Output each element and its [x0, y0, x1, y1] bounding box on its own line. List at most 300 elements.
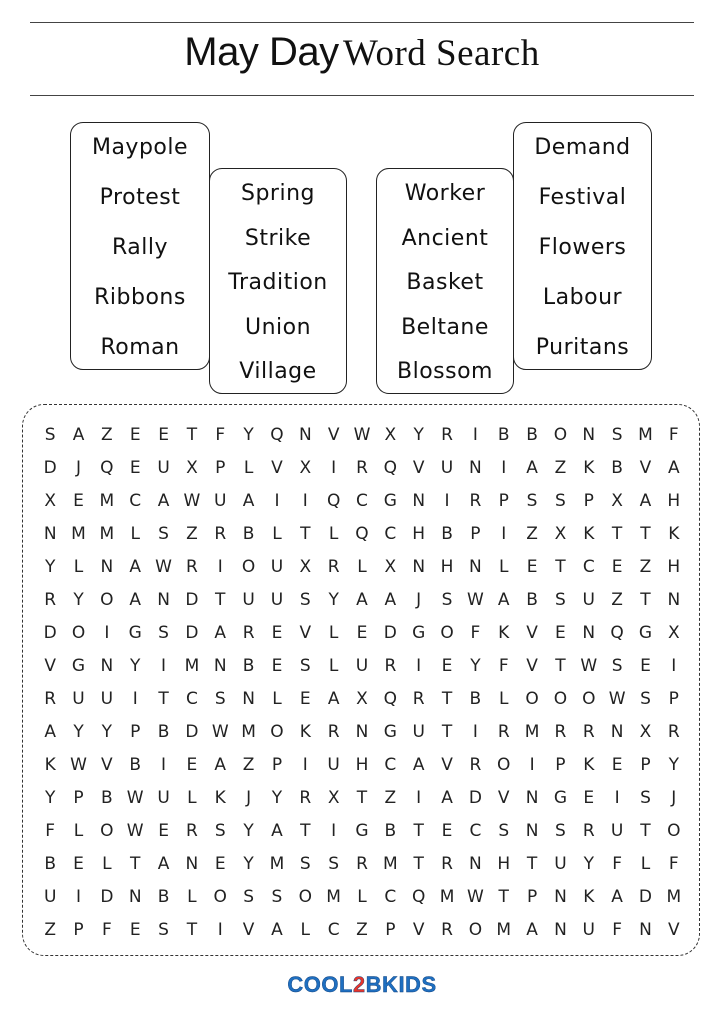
grid-letter[interactable]: D	[43, 457, 57, 478]
grid-letter[interactable]: D	[468, 787, 482, 808]
grid-letter[interactable]: Z	[356, 919, 368, 940]
grid-letter[interactable]: C	[384, 523, 397, 544]
grid-letter[interactable]: S	[243, 886, 254, 907]
grid-letter[interactable]: L	[357, 556, 367, 577]
grid-letter[interactable]: W	[466, 886, 484, 907]
grid-letter[interactable]: B	[157, 721, 170, 742]
grid-letter[interactable]: Y	[668, 754, 679, 775]
grid-letter[interactable]: S	[611, 424, 623, 445]
grid-letter[interactable]: M	[439, 886, 455, 907]
grid-letter[interactable]: I	[671, 655, 677, 676]
grid-letter[interactable]: R	[327, 721, 340, 742]
grid-letter[interactable]: I	[302, 490, 308, 511]
grid-letter[interactable]: H	[412, 523, 426, 544]
grid-letter[interactable]: M	[71, 523, 86, 544]
grid-letter[interactable]: E	[583, 787, 595, 808]
grid-letter[interactable]: K	[214, 787, 226, 808]
grid-letter[interactable]: T	[186, 919, 198, 940]
grid-letter[interactable]: N	[554, 919, 567, 940]
grid-letter[interactable]: L	[102, 853, 112, 874]
grid-letter[interactable]: A	[129, 556, 142, 577]
grid-letter[interactable]: U	[412, 721, 425, 742]
grid-letter[interactable]: A	[129, 589, 142, 610]
grid-letter[interactable]: S	[640, 787, 651, 808]
grid-letter[interactable]: L	[328, 622, 339, 643]
grid-letter[interactable]: D	[43, 622, 57, 643]
grid-letter[interactable]: W	[183, 490, 201, 511]
grid-letter[interactable]: B	[526, 589, 538, 610]
grid-letter[interactable]: U	[582, 919, 595, 940]
grid-letter[interactable]: R	[582, 820, 595, 841]
grid-letter[interactable]: S	[611, 655, 623, 676]
grid-letter[interactable]: C	[384, 886, 397, 907]
grid-letter[interactable]: A	[441, 787, 453, 808]
grid-letter[interactable]: L	[357, 886, 367, 907]
grid-letter[interactable]: O	[213, 886, 227, 907]
grid-letter[interactable]: C	[384, 754, 397, 775]
grid-letter[interactable]: S	[555, 820, 566, 841]
grid-letter[interactable]: B	[497, 424, 510, 445]
grid-letter[interactable]: U	[43, 886, 57, 907]
grid-letter[interactable]: M	[184, 655, 200, 676]
grid-letter[interactable]: N	[412, 556, 426, 577]
grid-letter[interactable]: T	[413, 853, 424, 874]
grid-letter[interactable]: J	[671, 787, 677, 808]
grid-letter[interactable]: T	[640, 820, 651, 841]
grid-letter[interactable]: K	[668, 523, 680, 544]
grid-letter[interactable]: V	[497, 787, 510, 808]
grid-letter[interactable]: Z	[611, 589, 623, 610]
grid-letter[interactable]: S	[555, 490, 566, 511]
grid-letter[interactable]: X	[299, 457, 312, 478]
grid-letter[interactable]: E	[214, 853, 226, 874]
grid-letter[interactable]: O	[553, 424, 568, 445]
grid-letter[interactable]: R	[186, 556, 198, 577]
grid-letter[interactable]: H	[667, 490, 681, 511]
grid-letter[interactable]: D	[185, 721, 199, 742]
grid-letter[interactable]: K	[583, 754, 595, 775]
grid-letter[interactable]: Y	[101, 721, 113, 742]
grid-letter[interactable]: F	[215, 424, 226, 445]
grid-letter[interactable]: G	[355, 820, 369, 841]
grid-letter[interactable]: P	[668, 688, 679, 709]
grid-letter[interactable]: I	[274, 490, 280, 511]
grid-letter[interactable]: L	[187, 787, 197, 808]
grid-letter[interactable]: U	[270, 556, 284, 577]
grid-letter[interactable]: D	[185, 589, 199, 610]
grid-letter[interactable]: T	[441, 721, 453, 742]
grid-letter[interactable]: A	[412, 754, 425, 775]
grid-letter[interactable]: C	[129, 490, 142, 511]
grid-letter[interactable]: V	[271, 457, 283, 478]
grid-letter[interactable]: H	[497, 853, 511, 874]
grid-letter[interactable]: P	[526, 886, 538, 907]
grid-letter[interactable]: M	[666, 886, 682, 907]
grid-letter[interactable]: I	[416, 787, 422, 808]
grid-letter[interactable]: X	[327, 787, 340, 808]
grid-letter[interactable]: G	[383, 721, 397, 742]
grid-letter[interactable]: N	[582, 622, 596, 643]
grid-letter[interactable]: Z	[526, 523, 538, 544]
grid-letter[interactable]: I	[529, 754, 535, 775]
grid-letter[interactable]: A	[214, 754, 227, 775]
grid-letter[interactable]: M	[496, 919, 512, 940]
grid-letter[interactable]: G	[553, 787, 568, 808]
grid-letter[interactable]: F	[668, 853, 679, 874]
grid-letter[interactable]: R	[469, 754, 482, 775]
grid-letter[interactable]: B	[611, 457, 623, 478]
grid-letter[interactable]: I	[472, 721, 478, 742]
grid-letter[interactable]: X	[356, 688, 368, 709]
grid-letter[interactable]: M	[524, 721, 540, 742]
grid-letter[interactable]: S	[299, 853, 311, 874]
grid-letter[interactable]: R	[582, 721, 595, 742]
grid-letter[interactable]: U	[440, 457, 454, 478]
grid-letter[interactable]: O	[667, 820, 681, 841]
grid-letter[interactable]: U	[270, 589, 284, 610]
grid-letter[interactable]: N	[469, 457, 482, 478]
grid-letter[interactable]: I	[331, 820, 337, 841]
grid-letter[interactable]: T	[498, 886, 509, 907]
grid-letter[interactable]: Y	[73, 589, 84, 610]
grid-letter[interactable]: T	[640, 589, 651, 610]
grid-letter[interactable]: P	[555, 754, 566, 775]
grid-letter[interactable]: W	[580, 655, 598, 676]
grid-letter[interactable]: Q	[411, 886, 426, 907]
grid-letter[interactable]: Y	[130, 655, 141, 676]
grid-letter[interactable]: Z	[186, 523, 198, 544]
grid-letter[interactable]: N	[582, 424, 596, 445]
grid-letter[interactable]: G	[638, 622, 653, 643]
grid-letter[interactable]: A	[611, 886, 623, 907]
grid-letter[interactable]: V	[639, 457, 652, 478]
grid-letter[interactable]: O	[497, 754, 511, 775]
grid-letter[interactable]: A	[497, 589, 510, 610]
grid-letter[interactable]: R	[299, 787, 312, 808]
grid-letter[interactable]: I	[217, 556, 223, 577]
grid-letter[interactable]: L	[130, 523, 140, 544]
grid-letter[interactable]: T	[526, 853, 538, 874]
grid-letter[interactable]: N	[100, 556, 114, 577]
grid-letter[interactable]: E	[129, 919, 141, 940]
grid-letter[interactable]: B	[469, 688, 482, 709]
grid-letter[interactable]: U	[157, 787, 170, 808]
grid-letter[interactable]: T	[441, 688, 453, 709]
grid-letter[interactable]: R	[356, 457, 368, 478]
grid-letter[interactable]: I	[161, 655, 167, 676]
grid-letter[interactable]: K	[583, 457, 595, 478]
grid-letter[interactable]: M	[241, 721, 256, 742]
grid-letter[interactable]: E	[129, 424, 141, 445]
grid-letter[interactable]: S	[271, 886, 283, 907]
grid-letter[interactable]: M	[269, 853, 285, 874]
grid-letter[interactable]: V	[526, 622, 538, 643]
grid-letter[interactable]: Y	[44, 787, 56, 808]
grid-letter[interactable]: I	[302, 754, 308, 775]
grid-letter[interactable]: R	[667, 721, 680, 742]
grid-letter[interactable]: E	[73, 490, 84, 511]
grid-letter[interactable]: P	[583, 490, 594, 511]
grid-letter[interactable]: A	[214, 622, 227, 643]
grid-letter[interactable]: Q	[270, 424, 284, 445]
grid-letter[interactable]: C	[356, 490, 368, 511]
grid-letter[interactable]: G	[128, 622, 142, 643]
grid-letter[interactable]: P	[73, 919, 84, 940]
grid-letter[interactable]: W	[353, 424, 371, 445]
grid-letter[interactable]: N	[185, 853, 199, 874]
grid-letter[interactable]: E	[129, 457, 141, 478]
grid-letter[interactable]: P	[498, 490, 509, 511]
grid-letter[interactable]: D	[383, 622, 397, 643]
grid-letter[interactable]: R	[441, 424, 453, 445]
grid-letter[interactable]: T	[158, 688, 169, 709]
grid-letter[interactable]: S	[158, 919, 169, 940]
grid-letter[interactable]: S	[526, 490, 538, 511]
grid-letter[interactable]: R	[44, 589, 57, 610]
grid-letter[interactable]: N	[242, 688, 255, 709]
grid-letter[interactable]: V	[327, 424, 340, 445]
grid-letter[interactable]: W	[608, 688, 626, 709]
grid-letter[interactable]: D	[100, 886, 114, 907]
grid-letter[interactable]: F	[668, 424, 679, 445]
grid-letter[interactable]: E	[271, 655, 283, 676]
grid-letter[interactable]: S	[299, 589, 311, 610]
grid-letter[interactable]: Q	[383, 688, 398, 709]
grid-letter[interactable]: S	[299, 655, 311, 676]
grid-letter[interactable]: U	[72, 688, 85, 709]
grid-letter[interactable]: P	[470, 523, 481, 544]
grid-letter[interactable]: E	[611, 754, 623, 775]
grid-letter[interactable]: E	[73, 853, 84, 874]
grid-letter[interactable]: N	[610, 721, 624, 742]
grid-letter[interactable]: A	[271, 919, 283, 940]
grid-letter[interactable]: T	[555, 556, 566, 577]
grid-letter[interactable]: L	[328, 523, 339, 544]
grid-letter[interactable]: L	[498, 556, 509, 577]
grid-letter[interactable]: O	[440, 622, 454, 643]
grid-letter[interactable]: P	[271, 754, 283, 775]
grid-letter[interactable]: C	[582, 556, 595, 577]
grid-letter[interactable]: U	[242, 589, 255, 610]
grid-letter[interactable]: S	[44, 424, 56, 445]
grid-letter[interactable]: N	[469, 556, 482, 577]
grid-letter[interactable]: Y	[583, 853, 594, 874]
grid-letter[interactable]: C	[185, 688, 198, 709]
grid-letter[interactable]: O	[468, 919, 483, 940]
grid-letter[interactable]: N	[157, 589, 170, 610]
grid-letter[interactable]: L	[272, 688, 282, 709]
grid-letter[interactable]: X	[299, 556, 312, 577]
grid-letter[interactable]: A	[157, 490, 170, 511]
grid-letter[interactable]: V	[299, 622, 312, 643]
grid-letter[interactable]: L	[187, 886, 197, 907]
grid-letter[interactable]: Q	[610, 622, 624, 643]
grid-letter[interactable]: A	[271, 820, 283, 841]
grid-letter[interactable]: T	[611, 523, 623, 544]
grid-letter[interactable]: V	[412, 457, 425, 478]
grid-letter[interactable]: O	[100, 820, 114, 841]
grid-letter[interactable]: B	[242, 523, 255, 544]
grid-letter[interactable]: R	[384, 655, 397, 676]
grid-letter[interactable]: M	[326, 886, 341, 907]
grid-letter[interactable]: G	[71, 655, 86, 676]
grid-letter[interactable]: B	[526, 424, 538, 445]
grid-letter[interactable]: J	[76, 457, 82, 478]
grid-letter[interactable]: Q	[100, 457, 114, 478]
grid-letter[interactable]: E	[555, 622, 566, 643]
grid-letter[interactable]: E	[611, 556, 623, 577]
grid-letter[interactable]: X	[667, 622, 680, 643]
grid-letter[interactable]: R	[356, 853, 368, 874]
grid-letter[interactable]: U	[157, 457, 170, 478]
grid-letter[interactable]: Z	[242, 754, 255, 775]
grid-letter[interactable]: N	[43, 523, 57, 544]
grid-letter[interactable]: U	[610, 820, 624, 841]
grid-letter[interactable]: Y	[73, 721, 84, 742]
grid-letter[interactable]: M	[99, 523, 115, 544]
grid-letter[interactable]: N	[525, 820, 539, 841]
grid-letter[interactable]: S	[214, 820, 226, 841]
grid-letter[interactable]: V	[412, 919, 425, 940]
grid-letter[interactable]: X	[554, 523, 567, 544]
grid-letter[interactable]: L	[272, 523, 282, 544]
grid-letter[interactable]: X	[384, 556, 397, 577]
grid-letter[interactable]: C	[327, 919, 340, 940]
grid-letter[interactable]: R	[327, 556, 340, 577]
grid-letter[interactable]: F	[470, 622, 481, 643]
grid-letter[interactable]: N	[639, 919, 652, 940]
grid-letter[interactable]: Y	[243, 853, 254, 874]
grid-letter[interactable]: B	[129, 754, 142, 775]
grid-letter[interactable]: I	[76, 886, 82, 907]
grid-letter[interactable]: V	[44, 655, 56, 676]
grid-letter[interactable]: X	[611, 490, 623, 511]
grid-letter[interactable]: A	[327, 688, 340, 709]
grid-letter[interactable]: P	[385, 919, 396, 940]
grid-letter[interactable]: E	[640, 655, 651, 676]
grid-letter[interactable]: U	[582, 589, 595, 610]
grid-letter[interactable]: T	[413, 820, 424, 841]
grid-letter[interactable]: S	[214, 688, 226, 709]
grid-letter[interactable]: T	[640, 523, 651, 544]
grid-letter[interactable]: W	[70, 754, 87, 775]
grid-letter[interactable]: S	[158, 622, 169, 643]
grid-letter[interactable]: N	[298, 424, 312, 445]
grid-letter[interactable]: M	[638, 424, 653, 445]
grid-letter[interactable]: B	[242, 655, 255, 676]
grid-letter[interactable]: T	[356, 787, 368, 808]
grid-letter[interactable]: B	[157, 886, 170, 907]
grid-letter[interactable]: U	[327, 754, 340, 775]
grid-letter[interactable]: S	[498, 820, 510, 841]
grid-letter[interactable]: Z	[101, 424, 113, 445]
grid-letter[interactable]: T	[300, 820, 311, 841]
grid-letter[interactable]: R	[441, 919, 453, 940]
grid-letter[interactable]: R	[441, 853, 453, 874]
grid-letter[interactable]: F	[101, 919, 112, 940]
grid-letter[interactable]: W	[126, 820, 144, 841]
grid-letter[interactable]: W	[126, 787, 144, 808]
grid-letter[interactable]: Z	[554, 457, 567, 478]
grid-letter[interactable]: A	[526, 457, 538, 478]
grid-letter[interactable]: E	[186, 754, 198, 775]
grid-letter[interactable]: A	[157, 853, 170, 874]
grid-letter[interactable]: F	[612, 919, 623, 940]
grid-letter[interactable]: H	[440, 556, 454, 577]
grid-letter[interactable]: O	[525, 688, 539, 709]
grid-letter[interactable]: I	[104, 622, 110, 643]
grid-letter[interactable]: U	[355, 655, 369, 676]
grid-letter[interactable]: N	[554, 886, 567, 907]
grid-letter[interactable]: E	[158, 820, 169, 841]
grid-letter[interactable]: Q	[383, 457, 398, 478]
grid-letter[interactable]: L	[498, 688, 509, 709]
grid-letter[interactable]: P	[73, 787, 84, 808]
grid-letter[interactable]: L	[243, 457, 254, 478]
grid-letter[interactable]: J	[246, 787, 252, 808]
grid-letter[interactable]: A	[44, 721, 56, 742]
grid-letter[interactable]: A	[356, 589, 368, 610]
grid-letter[interactable]: G	[383, 490, 397, 511]
grid-letter[interactable]: P	[215, 457, 226, 478]
grid-letter[interactable]: N	[128, 886, 142, 907]
grid-letter[interactable]: F	[498, 655, 509, 676]
grid-letter[interactable]: X	[186, 457, 198, 478]
grid-letter[interactable]: N	[355, 721, 369, 742]
grid-letter[interactable]: L	[73, 820, 84, 841]
grid-letter[interactable]: V	[101, 754, 113, 775]
grid-letter[interactable]: E	[526, 556, 538, 577]
grid-letter[interactable]: J	[416, 589, 422, 610]
grid-letter[interactable]: S	[328, 853, 340, 874]
grid-letter[interactable]: Y	[243, 424, 254, 445]
grid-letter[interactable]: R	[186, 820, 198, 841]
grid-letter[interactable]: R	[554, 721, 567, 742]
grid-letter[interactable]: I	[501, 523, 507, 544]
grid-letter[interactable]: E	[271, 622, 283, 643]
grid-letter[interactable]: N	[525, 787, 539, 808]
grid-letter[interactable]: V	[441, 754, 453, 775]
grid-letter[interactable]: K	[44, 754, 56, 775]
grid-letter[interactable]: N	[667, 589, 681, 610]
grid-letter[interactable]: A	[667, 457, 680, 478]
grid-letter[interactable]: L	[73, 556, 84, 577]
grid-letter[interactable]: A	[639, 490, 652, 511]
grid-letter[interactable]: S	[640, 688, 651, 709]
grid-letter[interactable]: Y	[44, 556, 56, 577]
grid-letter[interactable]: N	[100, 655, 114, 676]
grid-letter[interactable]: U	[554, 853, 567, 874]
grid-letter[interactable]: I	[217, 919, 223, 940]
grid-letter[interactable]: W	[211, 721, 229, 742]
grid-letter[interactable]: B	[384, 820, 397, 841]
grid-letter[interactable]: I	[501, 457, 507, 478]
grid-letter[interactable]: E	[299, 688, 311, 709]
grid-letter[interactable]: M	[99, 490, 115, 511]
grid-letter[interactable]: P	[130, 721, 141, 742]
grid-letter[interactable]: T	[130, 853, 141, 874]
grid-letter[interactable]: O	[553, 688, 568, 709]
grid-letter[interactable]: U	[214, 490, 227, 511]
grid-letter[interactable]: H	[355, 754, 369, 775]
grid-letter[interactable]: I	[416, 655, 422, 676]
grid-letter[interactable]: D	[638, 886, 653, 907]
grid-letter[interactable]: L	[300, 919, 311, 940]
grid-letter[interactable]: O	[582, 688, 596, 709]
grid-letter[interactable]: Y	[271, 787, 283, 808]
grid-letter[interactable]: I	[444, 490, 450, 511]
grid-letter[interactable]: O	[270, 721, 284, 742]
